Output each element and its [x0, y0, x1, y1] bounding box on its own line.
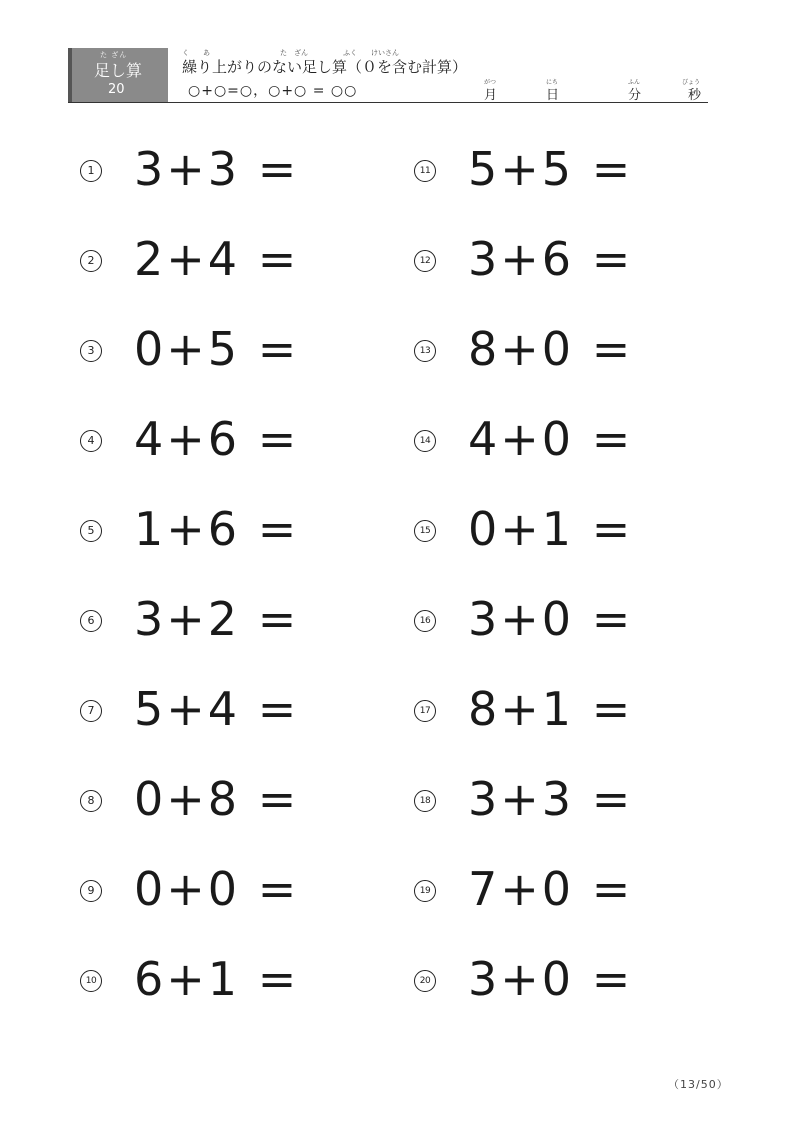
problem-expression: 0+8 =	[134, 772, 300, 826]
worksheet-header	[68, 48, 708, 103]
month-ruby: がつ	[484, 79, 497, 86]
problem-number: 9	[80, 880, 102, 902]
problem-number: 4	[80, 430, 102, 452]
problem-number: 15	[414, 520, 436, 542]
problem-expression: 0+0 =	[134, 862, 300, 916]
problem-number: 1	[80, 160, 102, 182]
problem-expression: 5+5 =	[468, 142, 634, 196]
problem-number: 19	[414, 880, 436, 902]
problem-expression: 5+4 =	[134, 682, 300, 736]
category-badge	[68, 48, 168, 102]
problem-expression: 8+0 =	[468, 322, 634, 376]
title-ruby: く あ た ざん ふく けいさん	[182, 49, 399, 57]
problem-number: 6	[80, 610, 102, 632]
problem-expression: 0+1 =	[468, 502, 634, 556]
problem-number: 8	[80, 790, 102, 812]
problem-number: 20	[414, 970, 436, 992]
category-ruby: た ざん	[100, 51, 128, 59]
problem-expression: 7+0 =	[468, 862, 634, 916]
problem-number: 13	[414, 340, 436, 362]
second-label: 秒	[688, 88, 702, 103]
category-label: 足し算	[94, 61, 143, 80]
problem-number: 18	[414, 790, 436, 812]
problem-expression: 3+6 =	[468, 232, 634, 286]
problem-number: 17	[414, 700, 436, 722]
minute-ruby: ふん	[628, 79, 641, 86]
day-label: 日	[546, 88, 560, 103]
page-indicator: （13/50）	[668, 1078, 729, 1091]
problem-expression: 2+4 =	[134, 232, 300, 286]
problem-expression: 6+1 =	[134, 952, 300, 1006]
problem-expression: 3+3 =	[468, 772, 634, 826]
problem-expression: 8+1 =	[468, 682, 634, 736]
pattern-formula: ○+○=○，○+○ = ○○	[188, 83, 358, 99]
problem-expression: 3+3 =	[134, 142, 300, 196]
sheet-number: 20	[108, 82, 125, 97]
month-label: 月	[484, 88, 498, 103]
problem-number: 11	[414, 160, 436, 182]
problem-number: 10	[80, 970, 102, 992]
problem-number: 16	[414, 610, 436, 632]
problem-expression: 1+6 =	[134, 502, 300, 556]
badge-accent-bar	[68, 48, 72, 102]
problem-expression: 0+5 =	[134, 322, 300, 376]
problem-number: 5	[80, 520, 102, 542]
problem-number: 12	[414, 250, 436, 272]
minute-label: 分	[628, 88, 642, 103]
problem-expression: 3+2 =	[134, 592, 300, 646]
worksheet-title: 繰り上がりのない足し算（０を含む計算）	[182, 58, 468, 76]
problem-expression: 3+0 =	[468, 952, 634, 1006]
problem-expression: 3+0 =	[468, 592, 634, 646]
problem-expression: 4+6 =	[134, 412, 300, 466]
second-ruby: びょう	[682, 79, 701, 86]
problem-number: 3	[80, 340, 102, 362]
problem-number: 14	[414, 430, 436, 452]
problem-number: 7	[80, 700, 102, 722]
problem-expression: 4+0 =	[468, 412, 634, 466]
day-ruby: にち	[546, 79, 559, 86]
problem-number: 2	[80, 250, 102, 272]
